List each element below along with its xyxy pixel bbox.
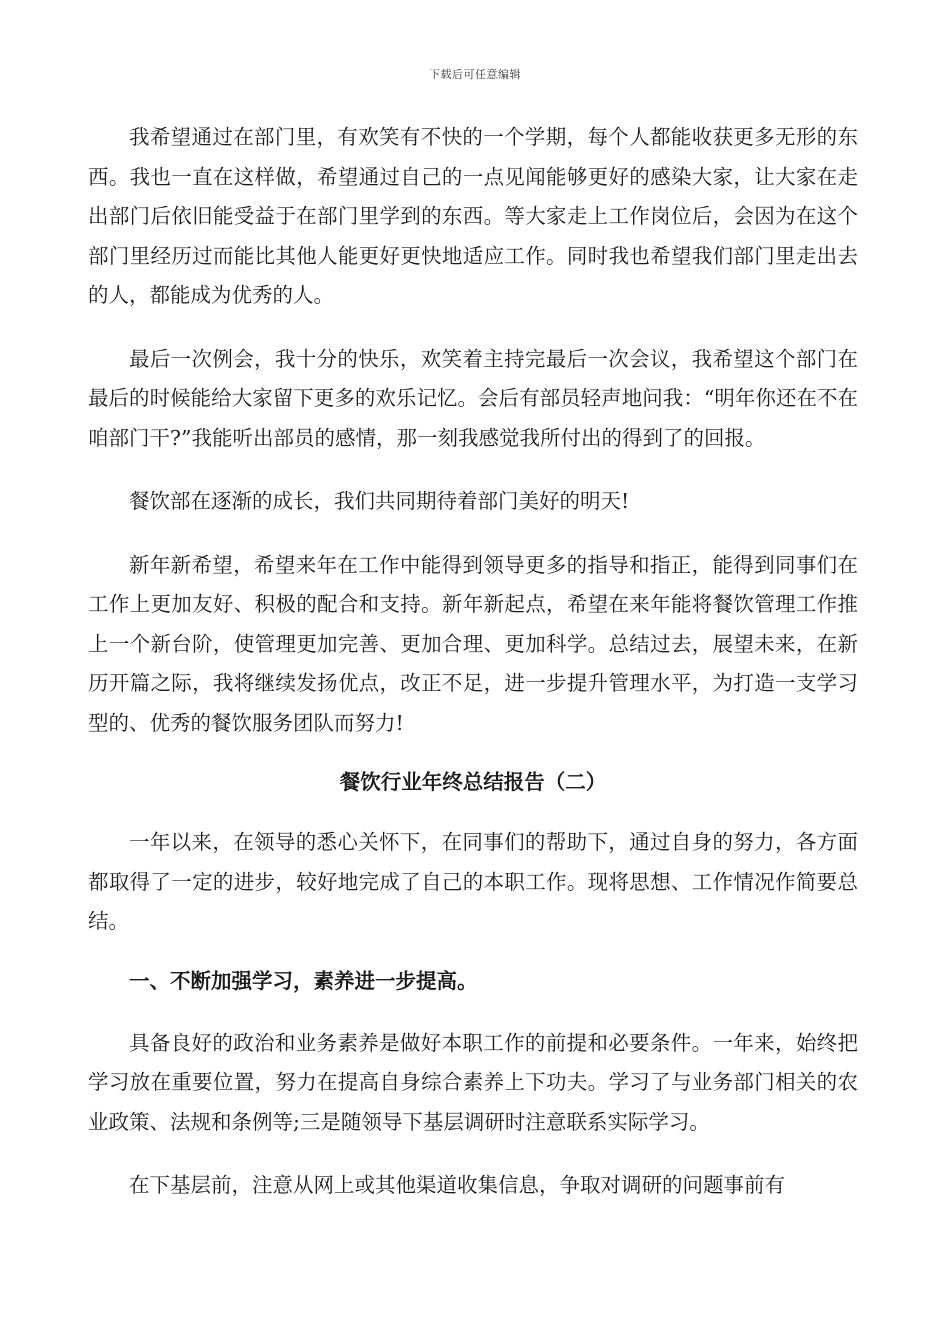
paragraph-3: 餐饮部在逐渐的成长，我们共同期待着部门美好的明天!	[129, 489, 630, 513]
section-heading-1: 一、不断加强学习，素养进一步提高。	[129, 968, 478, 993]
paragraph-4: 新年新希望，希望来年在工作中能得到领导更多的指导和指正，能得到同事们在工作上更加友好、积极的配合和支持。新年新起点，希望在来年能将餐饮管理工作推上一个新台阶，使管理更加完善、更加合理、更加科学。总结过去，展望未来，在新历开篇之际，我将继续发扬优点，改正不足，进一步提升管理水平，为打造一支学习型的、优秀的餐饮服务团队而努力!	[88, 552, 858, 735]
paragraph-6: 具备良好的政治和业务素养是做好本职工作的前提和必要条件。一年来，始终把学习放在重要位置，努力在提高自身综合素养上下功夫。学习了与业务部门相关的农业政策、法规和条例等;三是随领导下基层调研时注意联系实际学习。	[88, 1030, 858, 1134]
paragraph-1: 我希望通过在部门里，有欢笑有不快的一个学期，每个人都能收获更多无形的东西。我也一直在这样做，希望通过自己的一点见闻能够更好的感染大家，让大家在走出部门后依旧能受益于在部门里学到的东西。等大家走上工作岗位后，会因为在这个部门里经历过而能比其他人能更好更快地适应工作。同时我也希望我们部门里走出去的人，都能成为优秀的人。	[88, 125, 858, 307]
paragraph-5: 一年以来，在领导的悉心关怀下，在同事们的帮助下，通过自身的努力，各方面都取得了一定的进步，较好地完成了自己的本职工作。现将思想、工作情况作简要总结。	[88, 830, 858, 933]
document-body	[88, 118, 858, 1230]
report-title: 餐饮行业年终总结报告（二）	[339, 770, 607, 794]
paragraph-7: 在下基层前，注意从网上或其他渠道收集信息，争取对调研的问题事前有	[129, 1173, 785, 1197]
page-header: 下载后可任意编辑	[429, 68, 521, 81]
paragraph-2: 最后一次例会，我十分的快乐，欢笑着主持完最后一次会议，我希望这个部门在最后的时候能给大家留下更多的欢乐记忆。会后有部员轻声地问我：“明年你还在不在咱部门干?”我能听出部员的感情，那一刻我感觉我所付出的得到了的回报。	[88, 346, 858, 450]
